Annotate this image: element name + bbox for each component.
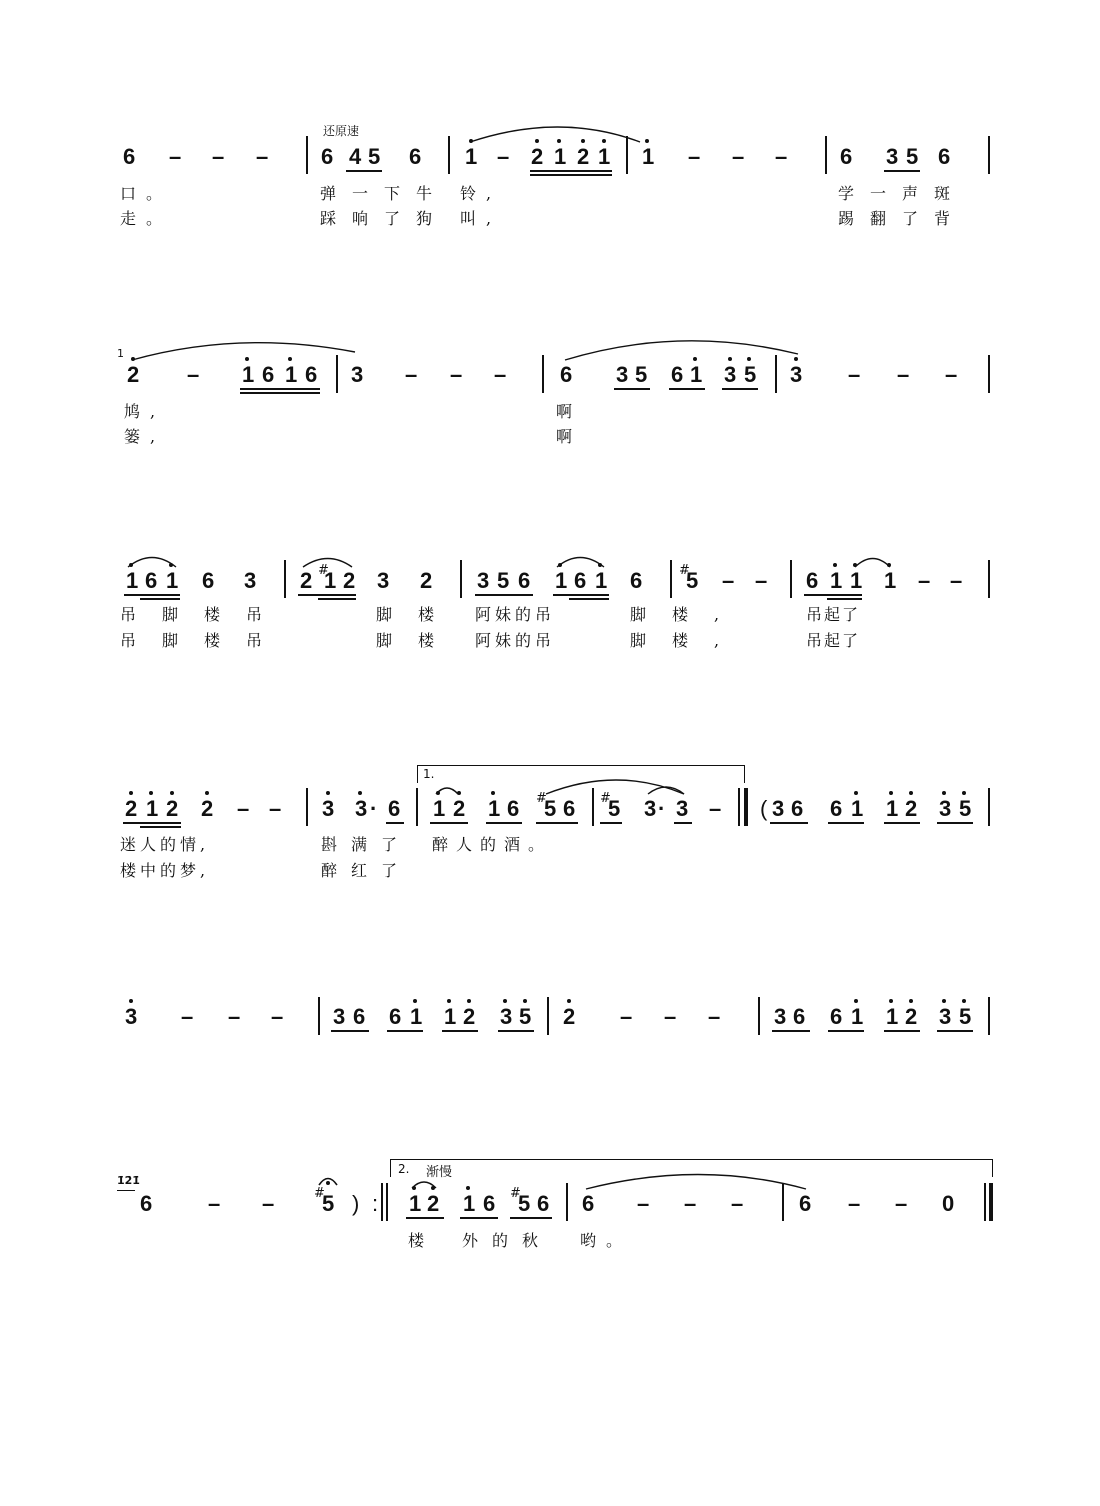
note: 1 [465,144,478,169]
note: 3 [676,796,689,821]
note: 3 [244,568,257,593]
note: 6 [806,568,819,593]
note: 6 [791,796,804,821]
note: 3 [351,362,364,387]
lyric-verse1: 哟。 [580,1231,633,1250]
dot-aug: · [658,796,666,821]
dash: – [688,144,701,169]
note: 1 [886,796,899,821]
note: 3 [125,1004,138,1029]
note: 1 [463,1191,476,1216]
dash: – [664,1004,677,1029]
note: 6 [671,362,684,387]
lyric-verse2: 醉红了 [321,861,412,880]
dash: – [708,1004,721,1029]
note: 2 [300,568,313,593]
dash: – [775,144,788,169]
note: 2 [905,1004,918,1029]
lyric-verse1: 斟满了 [321,835,412,854]
note: 1 [285,362,298,387]
note: 6 [537,1191,550,1216]
note: 3 [939,796,952,821]
dash: – [228,1004,241,1029]
note: 2 [166,796,179,821]
note: 1 [830,568,843,593]
note: 2 [125,796,138,821]
note: 1 [324,568,337,593]
note: 2 [427,1191,440,1216]
paren-close: ) [352,1191,360,1216]
lyric-verse2: 楼中的梦, [120,861,210,880]
note: 5 [959,796,972,821]
note: 6 [388,796,401,821]
dash: – [494,362,507,387]
note: 3 [500,1004,513,1029]
note: 2 [577,144,590,169]
grace-note: 1 [117,347,124,360]
note: 1 [433,796,446,821]
note: 6 [145,568,158,593]
note: 6 [305,362,318,387]
repeat-dots: : [372,1191,379,1216]
lyric-verse1: 外的秋 [462,1231,553,1250]
dash: – [637,1191,650,1216]
note: 6 [560,362,573,387]
note: 6 [582,1191,595,1216]
note: 5 [635,362,648,387]
note: 6 [262,362,275,387]
sharp-sign: # [318,563,329,578]
note: 1 [851,1004,864,1029]
note: 5 [519,1004,532,1029]
note: 3 [790,362,803,387]
note: 1 [242,362,255,387]
lyric-verse1: 鸠, [124,402,166,421]
note: 6 [630,568,643,593]
dash: – [848,362,861,387]
note: 1 [410,1004,423,1029]
dash: – [848,1191,861,1216]
note: 3 [355,796,368,821]
note: 3 [333,1004,346,1029]
slur [855,559,890,568]
slur [132,343,355,360]
lyric-verse1: 口。 [120,184,173,203]
dash: – [945,362,958,387]
slur [412,1182,436,1188]
note: 3 [886,144,899,169]
dash: – [256,144,269,169]
dash: – [897,362,910,387]
dash: – [271,1004,284,1029]
lyric-verse2: 脚楼, [630,631,746,650]
note: 6 [518,568,531,593]
note: 1 [850,568,863,593]
note: 1 [595,568,608,593]
lyric-verse1: 吊起了 [806,605,861,624]
volta-2-label: 2. [398,1162,410,1176]
lyric-verse2: 踢翻了背 [838,209,967,228]
dash: – [497,144,510,169]
slur [470,127,640,142]
dash: – [187,362,200,387]
lyric-verse1: 迷人的情, [120,835,210,854]
lyric-verse2: 踩响了狗 [320,209,449,228]
note: 3 [477,568,490,593]
dash: – [620,1004,633,1029]
note: 6 [140,1191,153,1216]
slur [128,558,176,568]
lyric-verse2: 篓, [124,427,166,446]
note: 3 [644,796,657,821]
dot-aug: · [370,796,378,821]
lyric-verse1: 楼 [408,1231,435,1250]
note: 4 [349,144,362,169]
note: 5 [608,796,621,821]
note: 3 [774,1004,787,1029]
note: 3 [939,1004,952,1029]
note: 1 [690,362,703,387]
lyric-verse2: 阿妹的吊 [475,631,556,650]
slur [557,558,604,568]
dash: – [950,568,963,593]
note: 6 [202,568,215,593]
lyric-verse1: 脚楼, [630,605,746,624]
note: 6 [574,568,587,593]
volta-1-label: 1. [423,767,435,781]
lyric-verse1: 脚楼 [376,605,461,624]
lyric-verse2: 叫, [460,209,502,228]
note: 5 [544,796,557,821]
note: 5 [497,568,510,593]
sharp-sign: # [679,563,690,578]
note: 6 [793,1004,806,1029]
note: 5 [744,362,757,387]
note: 5 [906,144,919,169]
grace-notes: 1̇2̇1̇ [117,1174,140,1187]
sharp-sign: # [536,791,547,806]
lyric-verse2: 吊起了 [806,631,861,650]
note: 6 [830,1004,843,1029]
note: 1 [851,796,864,821]
note: 6 [563,796,576,821]
note: 1 [555,568,568,593]
note: 1 [444,1004,457,1029]
dash: – [755,568,768,593]
lyric-verse1: 铃, [460,184,502,203]
note: 6 [389,1004,402,1029]
note: 2 [453,796,466,821]
note: 2 [343,568,356,593]
note: 2 [463,1004,476,1029]
dash: – [262,1191,275,1216]
dash: – [684,1191,697,1216]
dash: – [918,568,931,593]
dash: – [405,362,418,387]
note: 5 [322,1191,335,1216]
slur [586,1175,806,1190]
note: 3 [377,568,390,593]
dash: – [722,568,735,593]
note: 5 [368,144,381,169]
dash: – [212,144,225,169]
lyric-verse1: 弹一下牛 [320,184,449,203]
note: 1 [642,144,655,169]
note: 2 [127,362,140,387]
note: 6 [321,144,334,169]
note: 3 [616,362,629,387]
dash: – [731,1191,744,1216]
note: 3 [322,796,335,821]
note: 2 [201,796,214,821]
dash: – [208,1191,221,1216]
note: 6 [830,796,843,821]
fermata-dot [326,1181,330,1185]
note: 5 [959,1004,972,1029]
lyric-verse2: 脚楼 [376,631,461,650]
note: 5 [686,568,699,593]
note: 6 [507,796,520,821]
paren-open: ( [760,796,768,821]
tempo-restore-mark: 还原速 [323,124,360,138]
sharp-sign: # [510,1186,521,1201]
lyric-verse1: 阿妹的吊 [475,605,556,624]
dash: – [709,796,722,821]
note: 1 [598,144,611,169]
note: 2 [905,796,918,821]
lyric-verse1: 啊 [556,402,583,421]
note: 5 [518,1191,531,1216]
sharp-sign: # [600,791,611,806]
dash: – [450,362,463,387]
lyric-verse1: 学一声斑 [838,184,967,203]
lyric-verse2: 吊脚楼吊 [120,631,289,650]
sharp-sign: # [314,1186,325,1201]
note: 3 [724,362,737,387]
note: 6 [123,144,136,169]
slur [436,788,458,794]
note: 1 [886,1004,899,1029]
note: 2 [531,144,544,169]
rest: 0 [942,1191,955,1216]
dash: – [181,1004,194,1029]
dash: – [169,144,182,169]
note: 1 [409,1191,422,1216]
lyric-verse1: 醉人的酒。 [432,835,553,854]
slur [565,341,798,360]
note: 6 [840,144,853,169]
dash: – [269,796,282,821]
ritardando-mark: 渐慢 [426,1165,453,1180]
note: 1 [166,568,179,593]
slur [303,559,352,568]
note: 2 [563,1004,576,1029]
note: 6 [938,144,951,169]
note: 1 [488,796,501,821]
note: 1 [126,568,139,593]
note: 6 [353,1004,366,1029]
lyric-verse1: 吊脚楼吊 [120,605,289,624]
note: 1 [884,568,897,593]
note: 3 [772,796,785,821]
note: 6 [799,1191,812,1216]
dash: – [895,1191,908,1216]
dash: – [732,144,745,169]
dash: – [237,796,250,821]
lyric-verse2: 啊 [556,427,583,446]
note: 1 [146,796,159,821]
note: 2 [420,568,433,593]
note: 6 [409,144,422,169]
lyric-verse2: 走。 [120,209,173,228]
note: 1 [554,144,567,169]
note: 6 [483,1191,496,1216]
